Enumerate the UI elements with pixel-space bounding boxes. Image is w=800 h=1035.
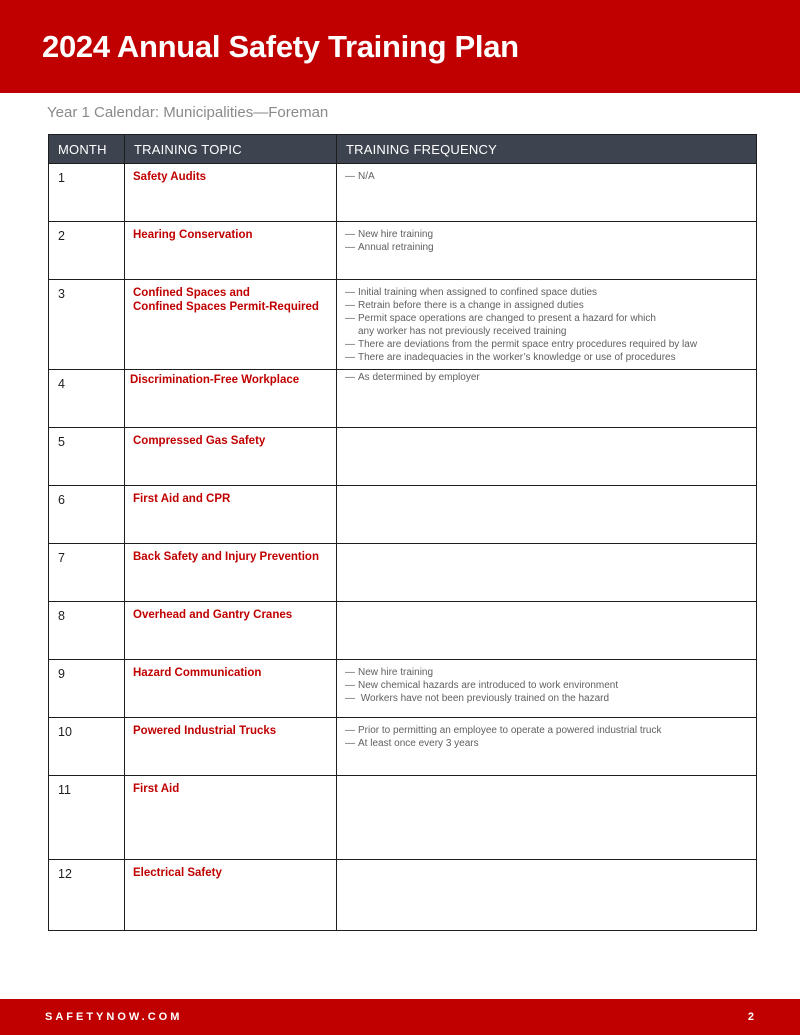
frequency-list — [337, 164, 756, 183]
training-topic — [125, 370, 336, 388]
frequency-item: — N/A — [345, 171, 375, 182]
training-topic — [125, 164, 336, 185]
training-topic — [125, 602, 336, 623]
frequency-item: — Workers have not been previously trained on the hazard — [345, 693, 610, 705]
month-number: 5 — [58, 435, 65, 449]
table-row — [49, 370, 757, 428]
topic-line: First Aid and CPR — [133, 493, 231, 505]
frequency-list — [337, 280, 756, 365]
month-number: 4 — [58, 377, 65, 391]
month-cell — [49, 660, 125, 718]
month-number: 7 — [58, 551, 65, 565]
table-row — [49, 602, 757, 660]
frequency-item: — Permit space operations are changed to present a hazard for which — [345, 313, 656, 325]
footer-brand: SAFETYNOW.COM — [45, 1011, 183, 1023]
table-row — [49, 544, 757, 602]
month-cell — [49, 164, 125, 222]
frequency-item: — At least once every 3 years — [345, 738, 479, 750]
table-row — [49, 486, 757, 544]
frequency-item: — Initial training when assigned to confined space duties — [345, 287, 598, 298]
month-cell — [49, 280, 125, 370]
month-cell — [49, 544, 125, 602]
month-cell — [49, 370, 125, 428]
training-topic — [125, 544, 336, 565]
topic-line: Overhead and Gantry Cranes — [133, 609, 293, 621]
topic-line: First Aid — [133, 783, 180, 795]
page-title: 2024 Annual Safety Training Plan — [42, 29, 519, 64]
topic-line: Hearing Conservation — [133, 229, 253, 241]
table-header-row — [49, 135, 757, 164]
training-topic — [125, 222, 336, 243]
frequency-cell — [337, 776, 757, 860]
frequency-list — [337, 660, 756, 705]
frequency-item: — Annual retraining — [345, 242, 434, 254]
table-row — [49, 660, 757, 718]
calendar-subtitle: Year 1 Calendar: Municipalities—Foreman — [47, 104, 329, 121]
table-row — [49, 776, 757, 860]
frequency-list — [337, 370, 756, 384]
topic-cell — [125, 718, 337, 776]
training-topic — [125, 776, 336, 797]
column-header-month: MONTH — [49, 135, 125, 164]
topic-line: Compressed Gas Safety — [133, 435, 266, 447]
month-cell — [49, 428, 125, 486]
training-topic — [125, 280, 336, 314]
topic-cell — [125, 428, 337, 486]
topic-cell — [125, 280, 337, 370]
topic-line: Back Safety and Injury Prevention — [133, 551, 319, 563]
month-cell — [49, 718, 125, 776]
month-cell — [49, 776, 125, 860]
month-number: 9 — [58, 667, 65, 681]
column-header-training-topic: TRAINING TOPIC — [125, 135, 337, 164]
frequency-cell — [337, 428, 757, 486]
frequency-cell — [337, 718, 757, 776]
frequency-cell — [337, 860, 757, 931]
training-topic — [125, 718, 336, 739]
topic-line: Confined Spaces and — [133, 287, 250, 299]
month-cell — [49, 486, 125, 544]
table-row — [49, 718, 757, 776]
frequency-item-continuation: any worker has not previously received training — [358, 326, 567, 338]
topic-line: Discrimination-Free Workplace — [130, 374, 300, 386]
frequency-item: — There are deviations from the permit space entry procedures required by law — [345, 339, 698, 351]
table-row — [49, 860, 757, 931]
month-cell — [49, 860, 125, 931]
topic-cell — [125, 602, 337, 660]
frequency-item: — New chemical hazards are introduced to work environment — [345, 680, 619, 692]
month-number: 11 — [58, 783, 71, 797]
training-topic — [125, 486, 336, 507]
training-topic — [125, 660, 336, 681]
frequency-cell — [337, 486, 757, 544]
frequency-item: — As determined by employer — [345, 372, 480, 383]
frequency-list — [337, 718, 756, 750]
topic-line: Safety Audits — [133, 171, 207, 183]
frequency-cell — [337, 602, 757, 660]
frequency-item: — New hire training — [345, 229, 434, 240]
frequency-cell — [337, 544, 757, 602]
training-topic — [125, 428, 336, 449]
topic-cell — [125, 370, 337, 428]
topic-cell — [125, 860, 337, 931]
month-number: 8 — [58, 609, 65, 623]
frequency-cell — [337, 222, 757, 280]
topic-cell — [125, 164, 337, 222]
frequency-list — [337, 222, 756, 254]
title-banner — [0, 0, 800, 93]
frequency-cell — [337, 164, 757, 222]
topic-cell — [125, 222, 337, 280]
month-number: 2 — [58, 229, 65, 243]
month-number: 10 — [58, 725, 72, 739]
table-row — [49, 164, 757, 222]
footer-bar — [0, 999, 800, 1035]
frequency-item: — New hire training — [345, 667, 434, 678]
column-header-training-frequency: TRAINING FREQUENCY — [337, 135, 757, 164]
training-topic — [125, 860, 336, 881]
topic-cell — [125, 776, 337, 860]
month-number: 1 — [58, 171, 65, 185]
frequency-item: — Retrain before there is a change in assigned duties — [345, 300, 584, 312]
month-number: 12 — [58, 867, 72, 881]
topic-cell — [125, 544, 337, 602]
frequency-cell — [337, 280, 757, 370]
frequency-item: — Prior to permitting an employee to operate a powered industrial truck — [345, 725, 662, 736]
table-row — [49, 428, 757, 486]
topic-cell — [125, 486, 337, 544]
frequency-item: — There are inadequacies in the worker’s knowledge or use of procedures — [345, 352, 676, 364]
month-cell — [49, 602, 125, 660]
table-row — [49, 280, 757, 370]
topic-line: Confined Spaces Permit-Required — [133, 300, 319, 313]
page-number: 2 — [747, 1011, 754, 1023]
topic-line: Powered Industrial Trucks — [133, 725, 277, 737]
topic-line: Electrical Safety — [133, 867, 222, 879]
month-cell — [49, 222, 125, 280]
topic-line: Hazard Communication — [133, 667, 262, 679]
month-number: 3 — [58, 287, 65, 301]
frequency-cell — [337, 370, 757, 428]
frequency-cell — [337, 660, 757, 718]
topic-cell — [125, 660, 337, 718]
table-row — [49, 222, 757, 280]
month-number: 6 — [58, 493, 65, 507]
training-plan-table — [48, 134, 757, 931]
